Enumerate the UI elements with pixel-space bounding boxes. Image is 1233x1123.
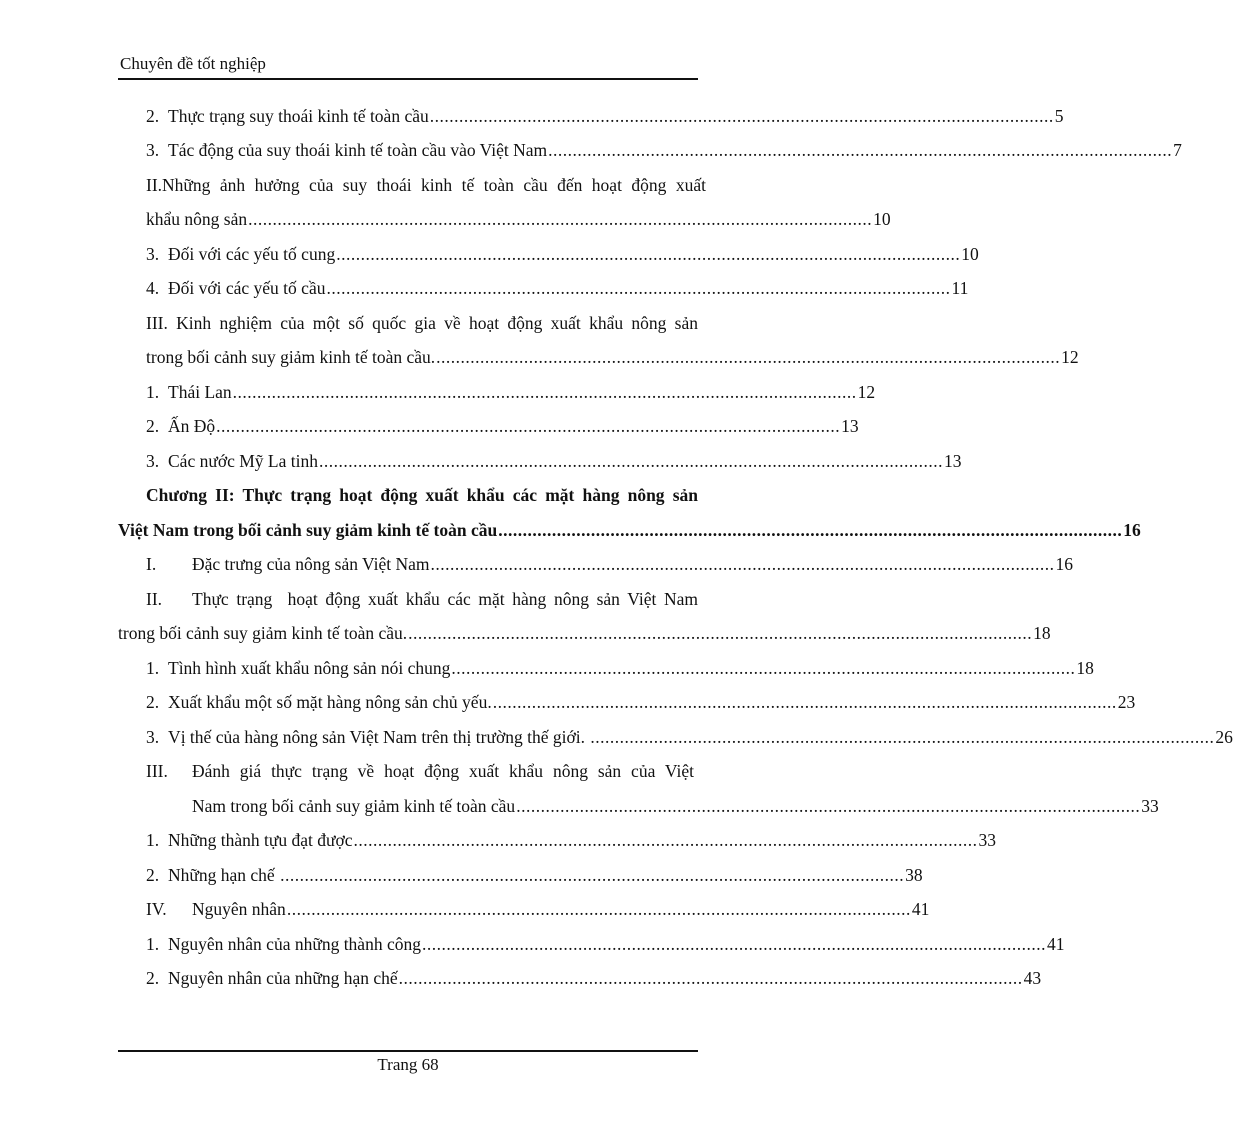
toc-number: 4.: [146, 278, 160, 298]
header-title: Chuyên đề tốt nghiệp: [120, 54, 266, 73]
toc-text: Đối với các yếu tố cung: [168, 244, 336, 264]
toc-entry[interactable]: [146, 277, 969, 299]
toc-entry[interactable]: [146, 691, 1136, 713]
toc-number: I.: [146, 554, 157, 574]
toc-leader-dots: ................................................................................................................................: [336, 244, 961, 264]
toc-leader-dots: ................................................................................................................................: [421, 934, 1046, 954]
toc-chapter-entry[interactable]: [118, 519, 1141, 541]
toc-text: Nam trong bối cảnh suy giảm kinh tế toàn cầu: [192, 796, 516, 816]
toc-entry[interactable]: [146, 139, 1182, 161]
toc-leader-dots: ................................................................................................................................: [548, 140, 1173, 160]
toc-page-number: 13: [841, 416, 859, 436]
toc-page-number: 11: [951, 278, 969, 298]
toc-entry[interactable]: [146, 346, 1079, 368]
toc-text: Nguyên nhân của những hạn chế: [168, 968, 398, 988]
toc-page-number: 38: [905, 865, 923, 885]
toc-text: khẩu nông sản: [146, 209, 248, 229]
toc-text: III. Kinh nghiệm của một số quốc gia về hoạt động xuất khẩu nông sản: [146, 313, 698, 333]
toc-text: Tình hình xuất khẩu nông sản nói chung: [168, 658, 451, 678]
toc-text: Đánh giá thực trạng về hoạt động xuất khẩu nông sản của Việt: [192, 761, 694, 781]
toc-page-number: 16: [1123, 520, 1141, 540]
toc-entry-heading[interactable]: [146, 174, 706, 196]
toc-page-number: 18: [1076, 658, 1094, 678]
toc-page-number: 26: [1215, 727, 1233, 747]
footer-page-label: Trang 68: [377, 1055, 439, 1074]
toc-page-number: 33: [978, 830, 996, 850]
toc-page-number: 23: [1117, 692, 1136, 712]
toc-number: 2.: [146, 692, 160, 712]
toc-text: Nguyên nhân: [192, 899, 286, 919]
toc-number: 1.: [146, 658, 160, 678]
toc-number: 3.: [146, 451, 160, 471]
toc-text: trong bối cảnh suy giảm kinh tế toàn cầu.: [118, 623, 408, 643]
toc-text: Nguyên nhân của những thành công: [168, 934, 421, 954]
toc-text: trong bối cảnh suy giảm kinh tế toàn cầu.: [146, 347, 436, 367]
toc-leader-dots: ................................................................................................................................: [516, 796, 1141, 816]
toc-text: Đối với các yếu tố cầu: [168, 278, 326, 298]
toc-leader-dots: ................................................................................................................................: [408, 623, 1033, 643]
toc-entry[interactable]: [146, 657, 1094, 679]
toc-text: Vị thế của hàng nông sản Việt Nam trên thị trường thế giới.: [164, 727, 590, 747]
toc-page-number: 7: [1173, 140, 1182, 160]
toc-entry[interactable]: [146, 967, 1042, 989]
toc-entry[interactable]: [192, 795, 1159, 817]
toc-entry[interactable]: [146, 726, 1233, 748]
toc-leader-dots: ................................................................................................................................: [318, 451, 943, 471]
page-footer: [0, 1055, 816, 1075]
toc-entry[interactable]: [146, 450, 962, 472]
toc-leader-dots: ................................................................................................................................: [436, 347, 1061, 367]
toc-number: 3.: [146, 727, 160, 747]
toc-number: 2.: [146, 865, 160, 885]
toc-page-number: 41: [911, 899, 930, 919]
toc-leader-dots: ................................................................................................................................: [286, 899, 911, 919]
toc-number: III.: [146, 761, 168, 781]
page-header: [118, 52, 698, 80]
toc-number: II.: [146, 589, 163, 609]
toc-text: Thực trạng suy thoái kinh tế toàn cầu: [168, 106, 429, 126]
toc-text: Những hạn chế: [168, 865, 280, 885]
toc-number: 2.: [146, 416, 160, 436]
toc-entry[interactable]: [146, 829, 996, 851]
toc-text: Thái Lan: [168, 382, 232, 402]
toc-number: 1.: [146, 934, 160, 954]
footer-divider: [118, 1050, 698, 1052]
toc-page-number: 10: [873, 209, 891, 229]
toc-entry[interactable]: [146, 898, 930, 920]
toc-leader-dots: ................................................................................................................................: [398, 968, 1023, 988]
toc-leader-dots: ................................................................................................................................: [430, 554, 1055, 574]
toc-page-number: 12: [857, 382, 876, 402]
toc-entry[interactable]: [118, 622, 1051, 644]
toc-entry[interactable]: [146, 415, 859, 437]
toc-text: Việt Nam trong bối cảnh suy giảm kinh tế toàn cầu: [118, 520, 498, 540]
toc-page-number: 43: [1023, 968, 1042, 988]
toc-number: 2.: [146, 968, 160, 988]
toc-entry-heading[interactable]: [146, 312, 698, 334]
toc-entry[interactable]: [146, 933, 1065, 955]
toc-page-number: 5: [1054, 106, 1064, 126]
toc-leader-dots: ................................................................................................................................: [429, 106, 1054, 126]
toc-leader-dots: ................................................................................................................................: [590, 727, 1215, 747]
toc-entry[interactable]: [146, 553, 1073, 575]
toc-text: Ấn Độ: [168, 416, 216, 436]
toc-entry[interactable]: [146, 105, 1064, 127]
toc-page-number: 10: [961, 244, 979, 264]
toc-page-number: 13: [943, 451, 962, 471]
toc-chapter-heading[interactable]: [146, 484, 698, 506]
toc-number: 2.: [146, 106, 160, 126]
toc-entry-heading[interactable]: [146, 760, 694, 782]
toc-text: II.Những ảnh hưởng của suy thoái kinh tế toàn cầu đến hoạt động xuất: [146, 175, 706, 195]
toc-page-number: 18: [1033, 623, 1051, 643]
toc-number: IV.: [146, 899, 167, 919]
toc-leader-dots: ................................................................................................................................: [451, 658, 1076, 678]
toc-entry-heading[interactable]: [146, 588, 698, 610]
toc-text: Chương II: Thực trạng hoạt động xuất khẩu các mặt hàng nông sản: [146, 485, 698, 505]
toc-page-number: 41: [1046, 934, 1065, 954]
toc-text: Xuất khẩu một số mặt hàng nông sản chủ yếu.: [168, 692, 492, 712]
toc-number: 1.: [146, 830, 160, 850]
toc-page-number: 16: [1055, 554, 1073, 574]
toc-leader-dots: ................................................................................................................................: [326, 278, 951, 298]
toc-leader-dots: ................................................................................................................................: [280, 865, 905, 885]
toc-text: Tác động của suy thoái kinh tế toàn cầu vào Việt Nam: [168, 140, 548, 160]
toc-leader-dots: ................................................................................................................................: [492, 692, 1117, 712]
toc-leader-dots: ................................................................................................................................: [232, 382, 857, 402]
toc-entry[interactable]: [146, 243, 979, 265]
toc-page-number: 33: [1141, 796, 1159, 816]
toc-page-number: 12: [1061, 347, 1079, 367]
toc-leader-dots: ................................................................................................................................: [248, 209, 873, 229]
toc-text: Những thành tựu đạt được: [168, 830, 353, 850]
toc-number: 3.: [146, 244, 160, 264]
toc-text: Thực trạng hoạt động xuất khẩu các mặt hàng nông sản Việt Nam: [192, 589, 698, 609]
toc-leader-dots: ................................................................................................................................: [216, 416, 841, 436]
toc-entry[interactable]: [146, 864, 923, 886]
toc-leader-dots: ................................................................................................................................: [353, 830, 978, 850]
toc-entry[interactable]: [146, 208, 891, 230]
toc-text: Đặc trưng của nông sản Việt Nam: [192, 554, 430, 574]
toc-leader-dots: ................................................................................................................................: [498, 520, 1123, 540]
toc-text: Các nước Mỹ La tinh: [168, 451, 318, 471]
toc-entry[interactable]: [146, 381, 876, 403]
toc-number: 1.: [146, 382, 160, 402]
toc-number: 3.: [146, 140, 160, 160]
